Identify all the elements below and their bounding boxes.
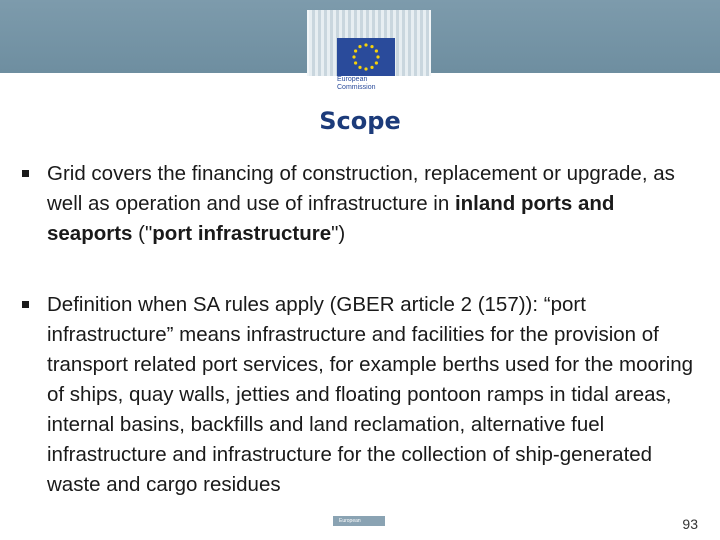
eu-flag-star-icon [370,45,373,48]
eu-flag-star-icon [375,49,378,52]
bullet-text-bold: port infrastructure [152,222,332,245]
bullet-square-icon [22,301,29,308]
bullet-text-part: (" [132,222,153,245]
footer-mini-logo: European Commission [333,516,385,526]
eu-flag-icon [337,38,395,76]
bullet-text-bold: inland ports and seaports [47,192,615,245]
logo-caption-line1: European [337,76,368,83]
european-commission-logo [307,10,427,95]
eu-flag-star-icon [358,45,361,48]
eu-flag-star-icon [364,67,367,70]
logo-caption [337,76,427,92]
bullet-text [47,159,702,249]
eu-flag-star-icon [354,61,357,64]
eu-flag-star-icon [352,55,355,58]
bullet-square-icon [22,170,29,177]
slide-title: Scope [319,107,401,135]
logo-caption-line2: Commission [337,84,376,91]
eu-flag-star-icon [358,66,361,69]
eu-flag-star-icon [370,66,373,69]
bullet-item-definition [22,290,702,500]
eu-flag-star-icon [354,49,357,52]
bullet-item-grid-coverage [22,159,702,249]
eu-flag-star-icon [375,61,378,64]
eu-flag-star-icon [364,43,367,46]
bullet-text-part: Grid covers the financing of construction, replacement or upgrade, as well as operation and use of infrastructure in [47,162,675,215]
page-number: 93 [682,516,698,532]
eu-flag-star-icon [376,55,379,58]
bullet-text-part: ") [331,222,346,245]
bullet-text: Definition when SA rules apply (GBER article 2 (157)): “port infrastructure” means infrastructure and facilities for the provision of transport related port services, for example berths used for the mooring of ships, quay walls, jetties and floating pontoon ramps in tidal areas, internal basins, backfills and land reclamation, alternative fuel infrastructure and infrastructure for the collection of ship-generated waste and cargo residues [47,293,694,496]
